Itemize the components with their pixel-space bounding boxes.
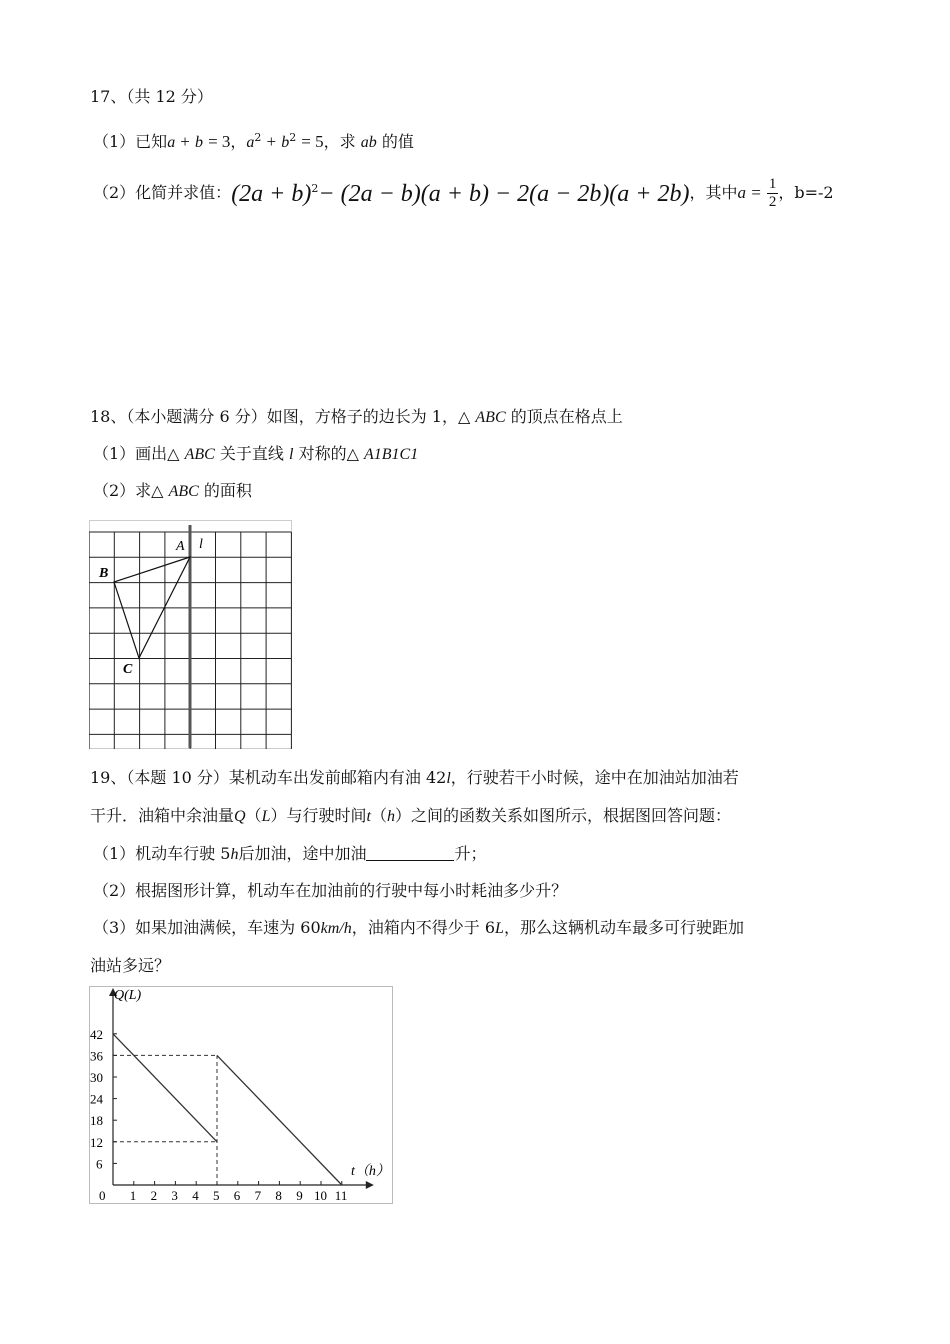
q18-p1-mid: 关于直线 (219, 444, 284, 463)
q18-p1-target: A1B1C1 (363, 446, 419, 463)
q19-part3 (93, 917, 744, 940)
fuel-chart (89, 986, 393, 1204)
q18-header-post: 的顶点在格点上 (510, 407, 623, 426)
q19-part3-line2: 油站多远？ (90, 956, 171, 975)
frac-den: 2 (768, 194, 777, 210)
chart-frame (90, 987, 393, 1204)
label-a: A (176, 539, 185, 554)
q18-header-pre: 18、（本小题满分 6 分）如图，方格子的边长为 1，△ (90, 407, 471, 426)
grid-figure (89, 520, 292, 749)
x-tick-label: 5 (213, 1188, 220, 1203)
q19-p3-post: ，那么这辆机动车最多可行驶距加 (503, 918, 744, 937)
x-tick-label: 11 (334, 1188, 348, 1203)
y-tick-label: 42 (90, 1026, 103, 1042)
q19-line2-mid2: ）与行驶时间 (270, 806, 367, 825)
expr-rest: − (2a − b)(a + b) − 2(a − 2b)(a + 2b) (318, 181, 690, 207)
y-tick-label: 12 (90, 1134, 103, 1150)
q17-header: 17、（共 12 分） (90, 87, 213, 106)
expr-square: (2a + b) (231, 181, 312, 207)
q19-p3-mid: ，油箱内不得少于 6 (351, 918, 496, 937)
q19-t: t (366, 808, 371, 825)
y-tick-label: 36 (90, 1048, 103, 1064)
q18-part2 (93, 480, 252, 503)
fraction-half (767, 176, 779, 211)
label-l: l (199, 537, 203, 552)
x-tick-label: 4 (192, 1188, 199, 1203)
where: ，其中 (689, 183, 738, 202)
q19-p1-mid: 后加油，途中加油 (238, 844, 367, 863)
q18-p1-pre: （1）画出△ (93, 444, 180, 463)
x-tick-label: 7 (254, 1188, 262, 1203)
q19-line1-l: l (446, 770, 451, 787)
x-tick-label: 2 (150, 1188, 158, 1203)
q17-p2-prefix: （2）化简并求值： (93, 183, 232, 202)
label-c: C (123, 662, 133, 677)
op-plus: + (180, 132, 190, 151)
q19-p3-L: L (495, 920, 504, 937)
var-b: b (194, 134, 203, 151)
var-b2: b (281, 134, 290, 151)
q17-part1 (93, 127, 414, 154)
x-tick-label: 1 (129, 1188, 137, 1203)
q19-q: Q (234, 808, 246, 825)
x-tick-label: 3 (171, 1188, 178, 1203)
q18-p1-l: l (289, 446, 294, 463)
op-plus-2: + (266, 132, 277, 151)
q19-line1 (90, 767, 739, 790)
eq-three: = 3 (208, 132, 231, 151)
q19-line1-pre: 19、（本题 10 分）某机动车出发前邮箱内有油 42 (90, 768, 447, 787)
x-tick-label: 9 (296, 1188, 303, 1203)
q17-p1-prefix: （1）已知 (93, 132, 168, 151)
x-tick-label: 0 (99, 1188, 106, 1203)
label-b: B (99, 566, 109, 581)
y-axis-label: Q(L) (114, 988, 142, 1003)
y-tick-label: 18 (90, 1113, 103, 1129)
paren-open-2: （ (370, 806, 387, 825)
x-tick-label: 10 (314, 1188, 327, 1203)
q19-L: L (261, 808, 271, 825)
ask: ，求 (323, 132, 356, 151)
var-a: a (167, 134, 176, 151)
y-tick-label: 24 (90, 1091, 103, 1107)
q18-header (90, 406, 623, 429)
q19-part1 (93, 843, 486, 866)
q18-p1-abc: ABC (184, 446, 215, 463)
q18-p2-pre: （2）求△ (93, 481, 164, 500)
q19-line2 (90, 805, 731, 828)
q19-part2: （2）根据图形计算，机动车在加油前的行驶中每小时耗油多少升？ (93, 881, 568, 900)
q17-part2 (93, 172, 834, 211)
y-tick-label: 30 (90, 1070, 103, 1085)
exp-2b: 2 (289, 131, 297, 144)
x-axis-label: t（h） (351, 1164, 390, 1179)
q19-h: h (386, 808, 395, 825)
q19-p3-unit: km/h (320, 920, 352, 937)
a-equals: a = (737, 183, 762, 202)
q18-p1-mid2: 对称的△ (298, 444, 359, 463)
b-value: ，b=-2 (778, 183, 834, 202)
y-tick-label: 6 (96, 1156, 103, 1172)
q19-line1-post: ，行驶若干小时候，途中在加油站加油若 (450, 768, 739, 787)
q19-p3-pre: （3）如果加油满候，车速为 60 (93, 918, 321, 937)
q19-line2-pre: 干升．油箱中余油量 (90, 806, 235, 825)
q19-p1-pre: （1）机动车行驶 5 (93, 844, 231, 863)
paren-open: （ (245, 806, 262, 825)
q18-part1 (93, 443, 418, 466)
x-tick-label: 6 (233, 1188, 241, 1203)
q18-p2-post: 的面积 (203, 481, 252, 500)
answer-blank[interactable] (366, 844, 454, 861)
q19-p1-post: 升； (454, 844, 487, 863)
eq-five: = 5 (301, 132, 324, 151)
var-ab: ab (360, 134, 377, 151)
comma: ， (230, 132, 247, 151)
q18-header-abc: ABC (475, 409, 506, 426)
tail: 的值 (381, 132, 414, 151)
frac-num: 1 (768, 176, 777, 192)
exp-square: 2 (311, 182, 319, 195)
x-tick-label: 8 (275, 1188, 282, 1203)
q19-p1-h: h (230, 846, 239, 863)
q18-p2-abc: ABC (168, 483, 199, 500)
q19-line2-post: ）之间的函数关系如图所示，根据图回答问题： (394, 806, 731, 825)
var-a2: a (246, 134, 255, 151)
exp-2a: 2 (254, 131, 262, 144)
